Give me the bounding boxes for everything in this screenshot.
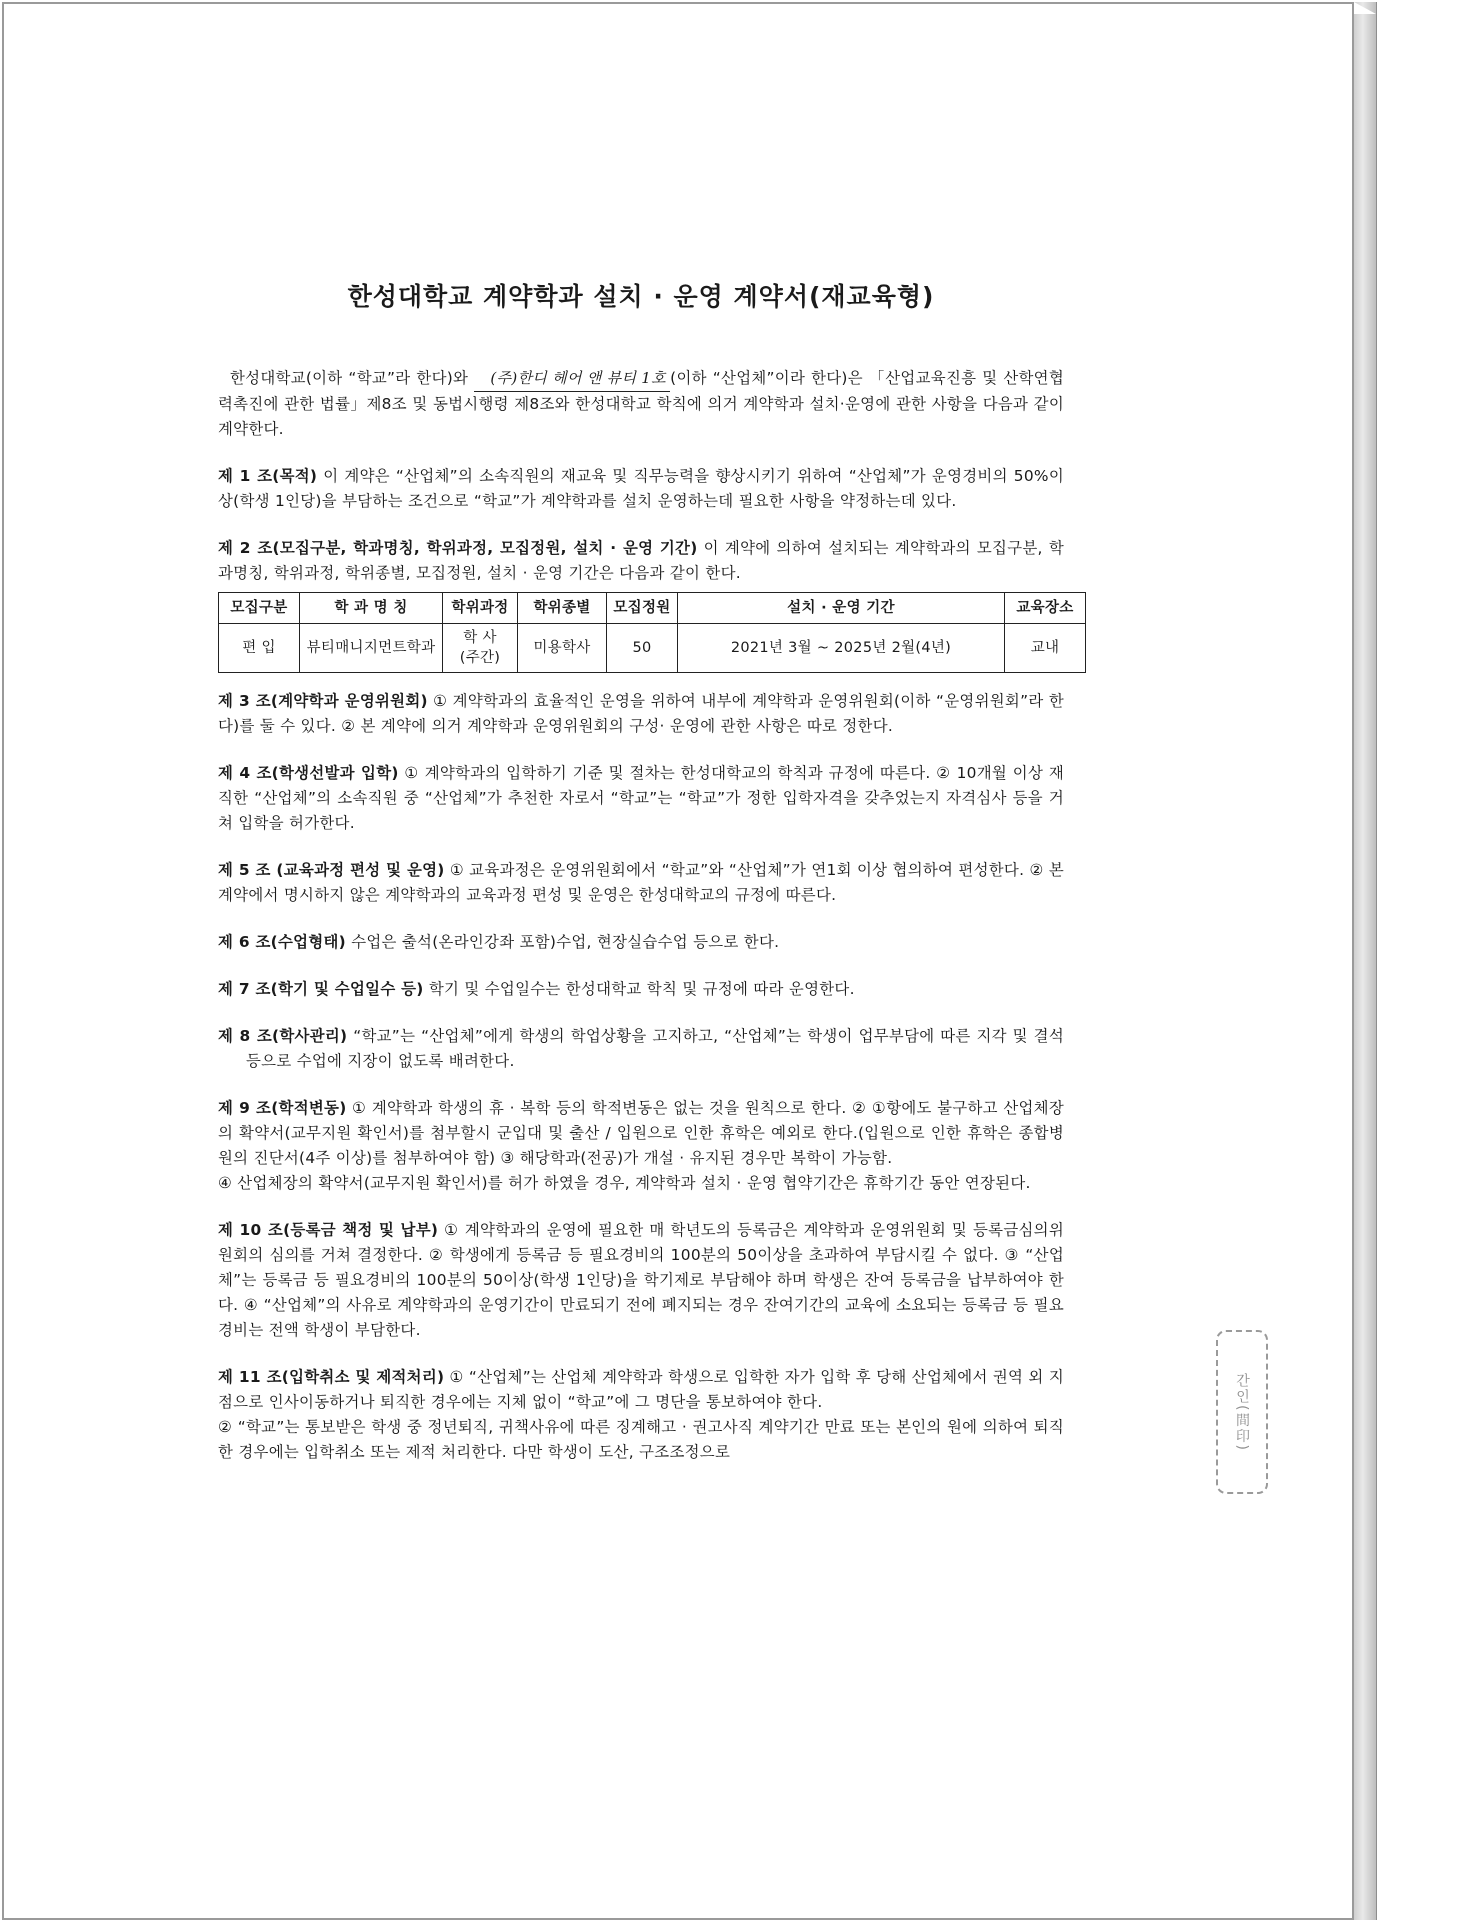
article-extra: ② “학교”는 통보받은 학생 중 정년퇴직, 귀책사유에 따른 징계해고 · 권고사직 계약기간 만료 또는 본인의 원에 의하여 퇴직한 경우에는 입학취소 또는 제적 처리한다. 다만 학생이 도산, 구조조정으로 <box>218 1418 1064 1461</box>
article-text: “학교”는 “산업체”에게 학생의 학업상황을 고지하고, “산업체”는 학생이 업무부담에 따른 지각 및 결석 등으로 수업에 지장이 없도록 배려한다. <box>246 1027 1065 1070</box>
table-header: 설치 · 운영 기간 <box>678 593 1005 624</box>
article-text: 이 계약에 의하여 설치되는 계약학과의 모집구분, 학과명칭, 학위과정, 학위종별, 모집정원, 설치 · 운영 기간은 다음과 같이 한다. <box>218 539 1064 582</box>
intro-after: (이하 “산업체”이라 한다)은 「산업교육진흥 및 산학연협력촉진에 관한 법률」제8조 및 동법시행령 제8조와 한성대학교 학칙에 의거 계약학과 설치·운영에 관한 사항을 다음과 같이 계약한다. <box>218 369 1064 438</box>
intro-paragraph <box>218 366 1064 442</box>
article-extra: ④ 산업체장의 확약서(교무지원 확인서)를 허가 하였을 경우, 계약학과 설치 · 운영 협약기간은 휴학기간 동안 연장된다. <box>218 1174 1031 1192</box>
article-heading: 제 5 조 (교육과정 편성 및 운영) <box>218 861 445 879</box>
article-text: 이 계약은 “산업체”의 소속직원의 재교육 및 직무능력을 향상시키기 위하여 “산업체”가 운영경비의 50%이상(학생 1인당)을 부담하는 조건으로 “학교”가 계약학과를 설치 운영하는데 필요한 사항을 약정하는데 있다. <box>218 467 1065 510</box>
article-text: ① 교육과정은 운영위원회에서 “학교”와 “산업체”가 연1회 이상 협의하여 편성한다. ② 본 계약에서 명시하지 않은 계약학과의 교육과정 편성 및 운영은 한성대학교의 규정에 따른다. <box>218 861 1064 904</box>
article-heading: 제 10 조(등록금 책정 및 납부) <box>218 1221 439 1239</box>
table-header: 학위과정 <box>443 593 518 624</box>
degree-line-1: 학 사 <box>463 630 497 646</box>
program-table <box>218 592 1086 673</box>
article-heading: 제 2 조(모집구분, 학과명칭, 학위과정, 모집정원, 설치 · 운영 기간) <box>218 539 698 557</box>
company-name-handwritten: (주)한디 헤어 앤 뷰티 1호 <box>474 366 670 392</box>
table-cell <box>443 624 518 673</box>
table-cell: 교내 <box>1005 624 1086 673</box>
article-text: ① “산업체”는 산업체 계약학과 학생으로 입학한 자가 입학 후 당해 산업체에서 권역 외 지점으로 인사이동하거나 퇴직한 경우에는 지체 없이 “학교”에 그 명단을 통보하여야 한다. <box>218 1368 1064 1411</box>
article-7 <box>218 977 1064 1002</box>
table-header: 교육장소 <box>1005 593 1086 624</box>
table-cell: 50 <box>607 624 678 673</box>
document-title: 한성대학교 계약학과 설치 · 운영 계약서(재교육형) <box>347 282 935 311</box>
article-10 <box>218 1218 1064 1343</box>
table-row <box>219 624 1086 673</box>
article-text: ① 계약학과의 입학하기 기준 및 절차는 한성대학교의 학칙과 규정에 따른다. ② 10개월 이상 재직한 “산업체”의 소속직원 중 “산업체”가 추천한 자로서 “학교”는 “학교”가 정한 입학자격을 갖추었는지 자격심사 등을 거쳐 입학을 허가한다. <box>218 764 1064 832</box>
table-cell: 뷰티매니지먼트학과 <box>300 624 443 673</box>
article-11 <box>218 1365 1064 1465</box>
article-6 <box>218 930 1064 955</box>
table-cell: 편 입 <box>219 624 300 673</box>
article-heading: 제 4 조(학생선발과 입학) <box>218 764 399 782</box>
article-2 <box>218 536 1064 586</box>
article-heading: 제 1 조(목적) <box>218 467 318 485</box>
table-cell: 미용학사 <box>518 624 607 673</box>
article-heading: 제 11 조(입학취소 및 제적처리) <box>218 1368 445 1386</box>
margin-seal-stamp: 간인(間印) <box>1216 1330 1268 1494</box>
table-cell: 2021년 3월 ~ 2025년 2월(4년) <box>678 624 1005 673</box>
table-header: 학 과 명 칭 <box>300 593 443 624</box>
table-header-row <box>219 593 1086 624</box>
article-heading: 제 7 조(학기 및 수업일수 등) <box>218 980 424 998</box>
article-heading: 제 3 조(계약학과 운영위원회) <box>218 692 428 710</box>
page-stack-edge <box>1354 2 1377 1920</box>
contract-body <box>218 280 1074 1487</box>
article-text: 학기 및 수업일수는 한성대학교 학칙 및 규정에 따라 운영한다. <box>423 980 855 998</box>
article-1 <box>218 464 1064 514</box>
table-header: 모집정원 <box>607 593 678 624</box>
article-9 <box>218 1096 1064 1196</box>
article-heading: 제 9 조(학적변동) <box>218 1099 347 1117</box>
article-3 <box>218 689 1064 739</box>
article-text: ① 계약학과의 효율적인 운영을 위하여 내부에 계약학과 운영위원회(이하 “운영위원회”라 한다)를 둘 수 있다. ② 본 계약에 의거 계약학과 운영위원회의 구성· 운영에 관한 사항은 따로 정한다. <box>218 692 1064 735</box>
article-text: ① 계약학과 학생의 휴 · 복학 등의 학적변동은 없는 것을 원칙으로 한다. ② ①항에도 불구하고 산업체장의 확약서(교무지원 확인서)를 첨부할시 군입대 및 출산 / 입원으로 인한 휴학은 예외로 한다.(입원으로 인한 휴학은 종합병원의 진단서(4주 이상)를 첨부하여야 함) ③ 해당학과(전공)가 개설 · 유지된 경우만 복학이 가능함. <box>218 1099 1064 1167</box>
article-5 <box>218 858 1064 908</box>
article-text: ① 계약학과의 운영에 필요한 매 학년도의 등록금은 계약학과 운영위원회 및 등록금심의위원회의 심의를 거쳐 결정한다. ② 학생에게 등록금 등 필요경비의 100분의 50이상을 초과하여 부담시킬 수 없다. ③ “산업체”는 등록금 등 필요경비의 100분의 50이상(학생 1인당)을 학기제로 부담해야 하며 학생은 잔여 등록금을 납부하여야 한다. ④ “산업체”의 사유로 계약학과의 운영기간이 만료되기 전에 폐지되는 경우 잔여기간의 교육에 소요되는 등록금 등 필요 경비는 전액 학생이 부담한다. <box>218 1221 1064 1339</box>
article-8 <box>218 1024 1064 1074</box>
table-header: 모집구분 <box>219 593 300 624</box>
degree-line-2: (주간) <box>459 650 501 666</box>
article-4 <box>218 761 1064 836</box>
article-text: 수업은 출석(온라인강좌 포함)수업, 현장실습수업 등으로 한다. <box>346 933 780 951</box>
intro-before: 한성대학교(이하 “학교”라 한다)와 <box>230 369 475 387</box>
table-header: 학위종별 <box>518 593 607 624</box>
article-heading: 제 6 조(수업형태) <box>218 933 346 951</box>
article-heading: 제 8 조(학사관리) <box>218 1027 348 1045</box>
